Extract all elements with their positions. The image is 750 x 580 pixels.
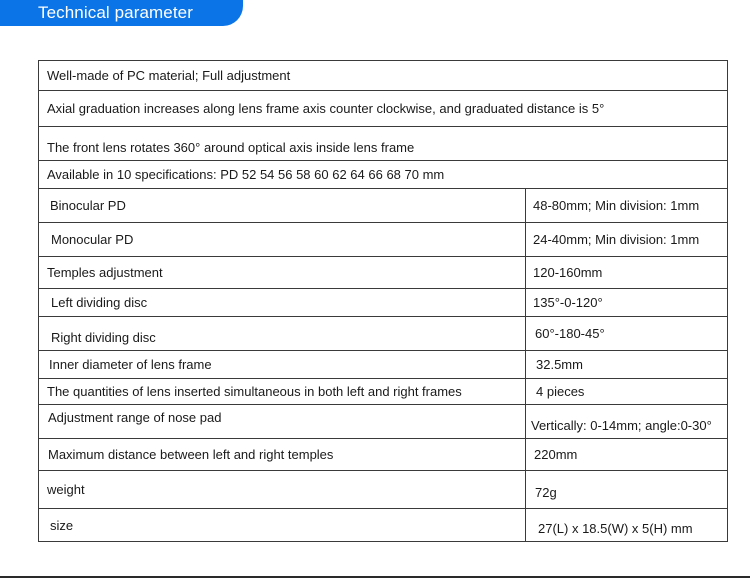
spec-label: weight (39, 471, 526, 508)
spec-label: Right dividing disc (39, 317, 526, 350)
spec-row (39, 509, 727, 541)
spec-row (39, 439, 727, 471)
spec-row (39, 351, 727, 379)
spec-value: 135°-0-120° (533, 295, 603, 310)
spec-value: 72g (535, 485, 557, 500)
bottom-divider (0, 576, 750, 578)
feature-row (39, 127, 727, 161)
spec-value: 32.5mm (536, 357, 583, 372)
spec-label: size (39, 509, 526, 541)
feature-text: Axial graduation increases along lens frame axis counter clockwise, and graduated distance is 5° (47, 101, 605, 116)
spec-label: Left dividing disc (39, 289, 526, 316)
spec-row (39, 471, 727, 509)
spec-value: 48-80mm; Min division: 1mm (533, 198, 700, 213)
spec-label: Temples adjustment (39, 257, 526, 288)
spec-row (39, 289, 727, 317)
feature-row (39, 91, 727, 127)
technical-parameter-table (38, 60, 728, 542)
spec-value: 4 pieces (536, 384, 585, 399)
feature-row (39, 61, 727, 91)
spec-label: Maximum distance between left and right temples (39, 439, 526, 470)
spec-label: The quantities of lens inserted simultaneous in both left and right frames (39, 379, 526, 404)
spec-value: 220mm (534, 447, 578, 462)
spec-row (39, 189, 727, 223)
spec-label: Adjustment range of nose pad (39, 405, 526, 438)
spec-label: Inner diameter of lens frame (39, 351, 526, 378)
feature-text: Available in 10 specifications: PD 52 54 56 58 60 62 64 66 68 70 mm (47, 167, 445, 182)
spec-row (39, 257, 727, 289)
section-title: Technical parameter (38, 3, 193, 22)
feature-text: Well-made of PC material; Full adjustment (47, 68, 291, 83)
feature-text: The front lens rotates 360° around optical axis inside lens frame (47, 140, 415, 155)
spec-value: 24-40mm; Min division: 1mm (533, 232, 700, 247)
spec-value: Vertically: 0-14mm; angle:0-30° (531, 418, 712, 433)
spec-row (39, 317, 727, 351)
spec-value: 27(L) x 18.5(W) x 5(H) mm (538, 520, 693, 536)
section-header-tab (0, 0, 243, 26)
spec-row (39, 223, 727, 257)
spec-row (39, 379, 727, 405)
spec-value: 60°-180-45° (535, 326, 605, 341)
feature-row (39, 161, 727, 189)
spec-label: Binocular PD (39, 189, 526, 222)
spec-row (39, 405, 727, 439)
spec-label: Monocular PD (39, 223, 526, 256)
spec-value: 120-160mm (533, 265, 603, 280)
